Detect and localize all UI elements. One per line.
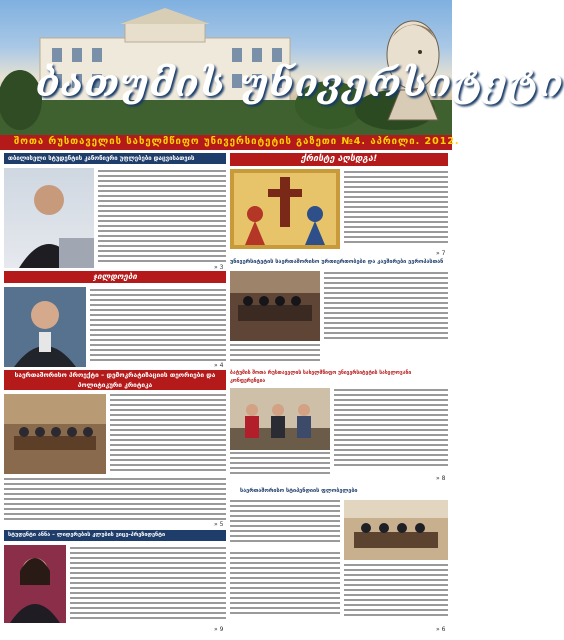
page-ref: » 4 [214,362,224,369]
portrait-photo-rector [4,287,86,367]
photo-meeting-table [230,271,320,341]
page-ref: » 5 [214,521,224,528]
photo-conference-participants [230,388,330,450]
article-text-conference [334,389,448,469]
section-header-awards: ჯილდოები [4,271,226,283]
article-text-international-project-a [110,394,226,474]
section-header-easter: ქრისტე აღსდგა! [230,153,448,166]
article-text-awards [90,289,226,363]
section-header-scholarship: საერთაშორისო სტიპენდიის ფლობელები [240,488,358,494]
portrait-photo-anna [4,545,66,623]
masthead-subtitle: შოთა რუსთაველის სახელმწიფო უნივერსიტეტის გაზეთი №4. აპრილი. 2012. [14,136,460,147]
section-header-student-anna: სტუდენტი ანნა – ლიდერების კლუბის ვიცე-პრეზიდენტი [4,530,226,541]
section-header-international-project: საერთაშორისო პროექტი – დემოკრატიზაციის თეორიები და პოლიტიკური კრიტიკა [4,370,226,390]
article-text-scholarship-b [230,552,340,622]
section-header-international-relations: უნივერსიტეტის საერთაშორისო ურთიერთობები და კავშირები ევროპასთან [230,259,444,265]
article-text-easter [344,171,448,247]
section-header-conference: ბატუმის შოთა რუსთაველის სახელმწიფო უნივერსიტეტის სახელოვანი კონფერენცია [230,370,412,384]
easter-icon-painting [230,169,340,249]
article-text-international-relations [324,272,448,342]
article-text-student-rights [98,170,226,266]
page-ref: » 8 [436,475,446,482]
photo-conference-room [4,394,106,474]
photo-caption-meeting [230,344,320,366]
portrait-photo-student [4,168,94,268]
article-text-international-project-b [4,478,226,526]
page-ref: » 6 [436,626,446,633]
photo-caption-conference [230,452,330,478]
photo-scholarship-group [344,500,448,560]
section-header-student-rights: თბილისელი სტუდენტის კანონიერი უფლებები დაცვისათვის [4,153,226,164]
article-text-student-anna [70,547,226,621]
page-ref: » 3 [214,264,224,271]
masthead-title: ბათუმის უნივერსიტეტი [36,60,564,105]
masthead [0,0,564,150]
article-text-scholarship-c [344,564,448,622]
article-text-scholarship-a [230,500,340,548]
page-ref: » 9 [214,626,224,633]
page-ref: » 7 [436,250,446,257]
